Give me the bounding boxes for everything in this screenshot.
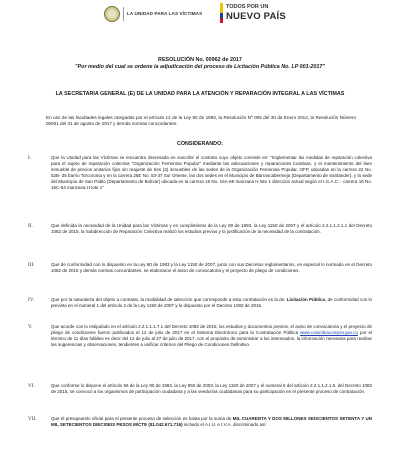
item-text-post: , de conformidad con lo previsto en el numeral 1 del artículo 2 de la Ley 1150 de 2007 y lo dispuesto por el Decreto 1082 de 2015. xyxy=(51,297,373,308)
item-text: Que la Unidad para las Víctimas se encuentra interesada en suscribir el contrato cuyo objeto consiste en: "Implementar las medidas de reparación colectiva para el sujeto de reparación colectiva "Organización Femenina Popular" mediante las adecuaciones y reparaciones locativas, y el mantenimiento del bien inmueble de precios unitarios fijos sin reajuste de tres (3) inmuebles de las sedes de la Organización Femenina Popular, OFP, ubicadas en la carrera 22 No. 52B- 35 barrio Torcoroma y en la carrera 26E No. 53-37 Sur Oriente, las dos sedes en el Municipio de Barrancabermeja (Departamento de Santander), y la sede del Municipio de San Pablo (Departamento de Bolívar) ubicada en la carrera 16 No. 16A-69 manzana H lote 1 dirección actual según el I.G.A.C. - carrera 16 No. 16C-53 manzana H lote 1" xyxy=(51,155,372,190)
item-text: Que definida la necesidad de la Unidad para las Víctimas y en cumplimiento de la Ley 80 de 1993, la Ley 1150 de 2007 y el artículo 2.2.1.1.2.1.1 del Decreto 1082 de 2015, la Subdirección de Reparación Colectiva realizó los estudios previos y la justificación de la necesidad de la contratación. xyxy=(51,223,372,234)
resolution-subtitle: "Por medio del cual se ordene la adjudicación del proceso de Licitación Pública No. LP 001-2017" xyxy=(75,63,325,70)
resolution-heading xyxy=(40,57,360,71)
item-number: IV. xyxy=(28,297,35,303)
item-number: II. xyxy=(28,223,33,229)
item-text: Que de conformidad con lo dispuesto en la Ley 80 de 1993 y la Ley 1150 de 2007, junto con sus Decretos reglamentarios, en especial lo normado en el Decreto 1082 de 2015 y demás normas concordantes, se elaboraron el aviso de convocatoria y el proyecto de pliego de condiciones. xyxy=(51,262,372,273)
victimas-unit-logo xyxy=(104,4,204,24)
colombiacompra-link[interactable]: www.colombiacompra.gov.co xyxy=(300,329,359,335)
item-number: V. xyxy=(28,324,33,330)
intro-paragraph: En uso de las facultades legales otorgadas por el artículo 12 de la Ley 80 de 1993, la Resolución Nº 005 del 30 de Enero 2012, la Resolución Número 00931 del 31 de agosto de 2017 y demás normas concordantes. xyxy=(46,115,356,127)
considerando-heading: CONSIDERANDO: xyxy=(176,141,224,147)
colombia-flag-icon xyxy=(220,3,223,23)
item-text-pre: Que por la naturaleza del objeto a contratar, la modalidad de selección que corresponde a esta contratación es la de: xyxy=(51,297,287,302)
item-text-post: incluido el A.I.U. e I.V.A. discriminado así: xyxy=(182,421,267,427)
item-number: I. xyxy=(28,155,32,161)
resolution-title: RESOLUCIÓN No. 00962 de 2017 xyxy=(158,57,242,63)
logo-divider xyxy=(123,7,124,21)
item-text-pre: Que acorde con lo estipulado en el artículo 2.2.1.1.1.7.1 del Decreto 1082 de 2015; los estudios y documentos previos, el aviso de convocatoria y el proyecto de pliego de condiciones fueron publicados el 12 de julio de 2017 en el Sistema Electrónico para la Contratación Pública xyxy=(51,324,372,335)
item-text xyxy=(51,297,372,309)
todos-por-un-nuevo-pais-logo xyxy=(220,3,290,25)
item-number: III. xyxy=(28,262,35,268)
right-logo-line2: NUEVO PAÍS xyxy=(226,10,286,22)
coat-of-arms-icon xyxy=(104,6,120,22)
victimas-unit-logo-text: LA UNIDAD PARA LAS VÍCTIMAS xyxy=(127,11,203,17)
item-text-post: por el término de 11 días hábiles es decir del 12 de julio al 27 de julio de 2017, con el propósito de suministrar a los interesados, la información necesaria para realizar las sugerencias y observaciones, tendientes a unificar criterios del Pliego de Condiciones Definitivo. xyxy=(51,329,372,347)
item-text xyxy=(51,324,372,348)
issuer-heading: LA SECRETARIA GENERAL (E) DE LA UNIDAD PARA LA ATENCIÓN Y REPARACIÓN INTEGRAL A LAS VÍCTIMAS xyxy=(55,91,345,97)
item-text-bold: MIL CUARENTA Y DOS MILLONES SEISCIENTOS SETENTA Y UN MIL SETECIENTOS DIECISEIS PESOS M/CTE ($1.042.671.716) xyxy=(51,416,372,427)
item-text: Que conforme lo dispone el artículo 66 de la Ley 80 de 1993, la Ley 850 de 2003, la Ley 1150 de 2007 y el numeral 5 del artículo 2.2.1.1.2.1.5. del Decreto 1082 de 2015, se convocó a los organismos de participación ciudadana y a las veedurías ciudadanas para su participación en el presente proceso de contratación. xyxy=(51,383,372,394)
item-text-pre: Que el presupuesto oficial para el presente proceso de selección es hasta por la suma de xyxy=(51,416,233,421)
item-text-bold: Licitación Pública xyxy=(286,297,326,302)
item-number: VII. xyxy=(28,416,37,422)
right-logo-line1: TODOS POR UN xyxy=(226,4,269,10)
item-number: VI. xyxy=(28,383,35,389)
item-text xyxy=(51,416,372,428)
